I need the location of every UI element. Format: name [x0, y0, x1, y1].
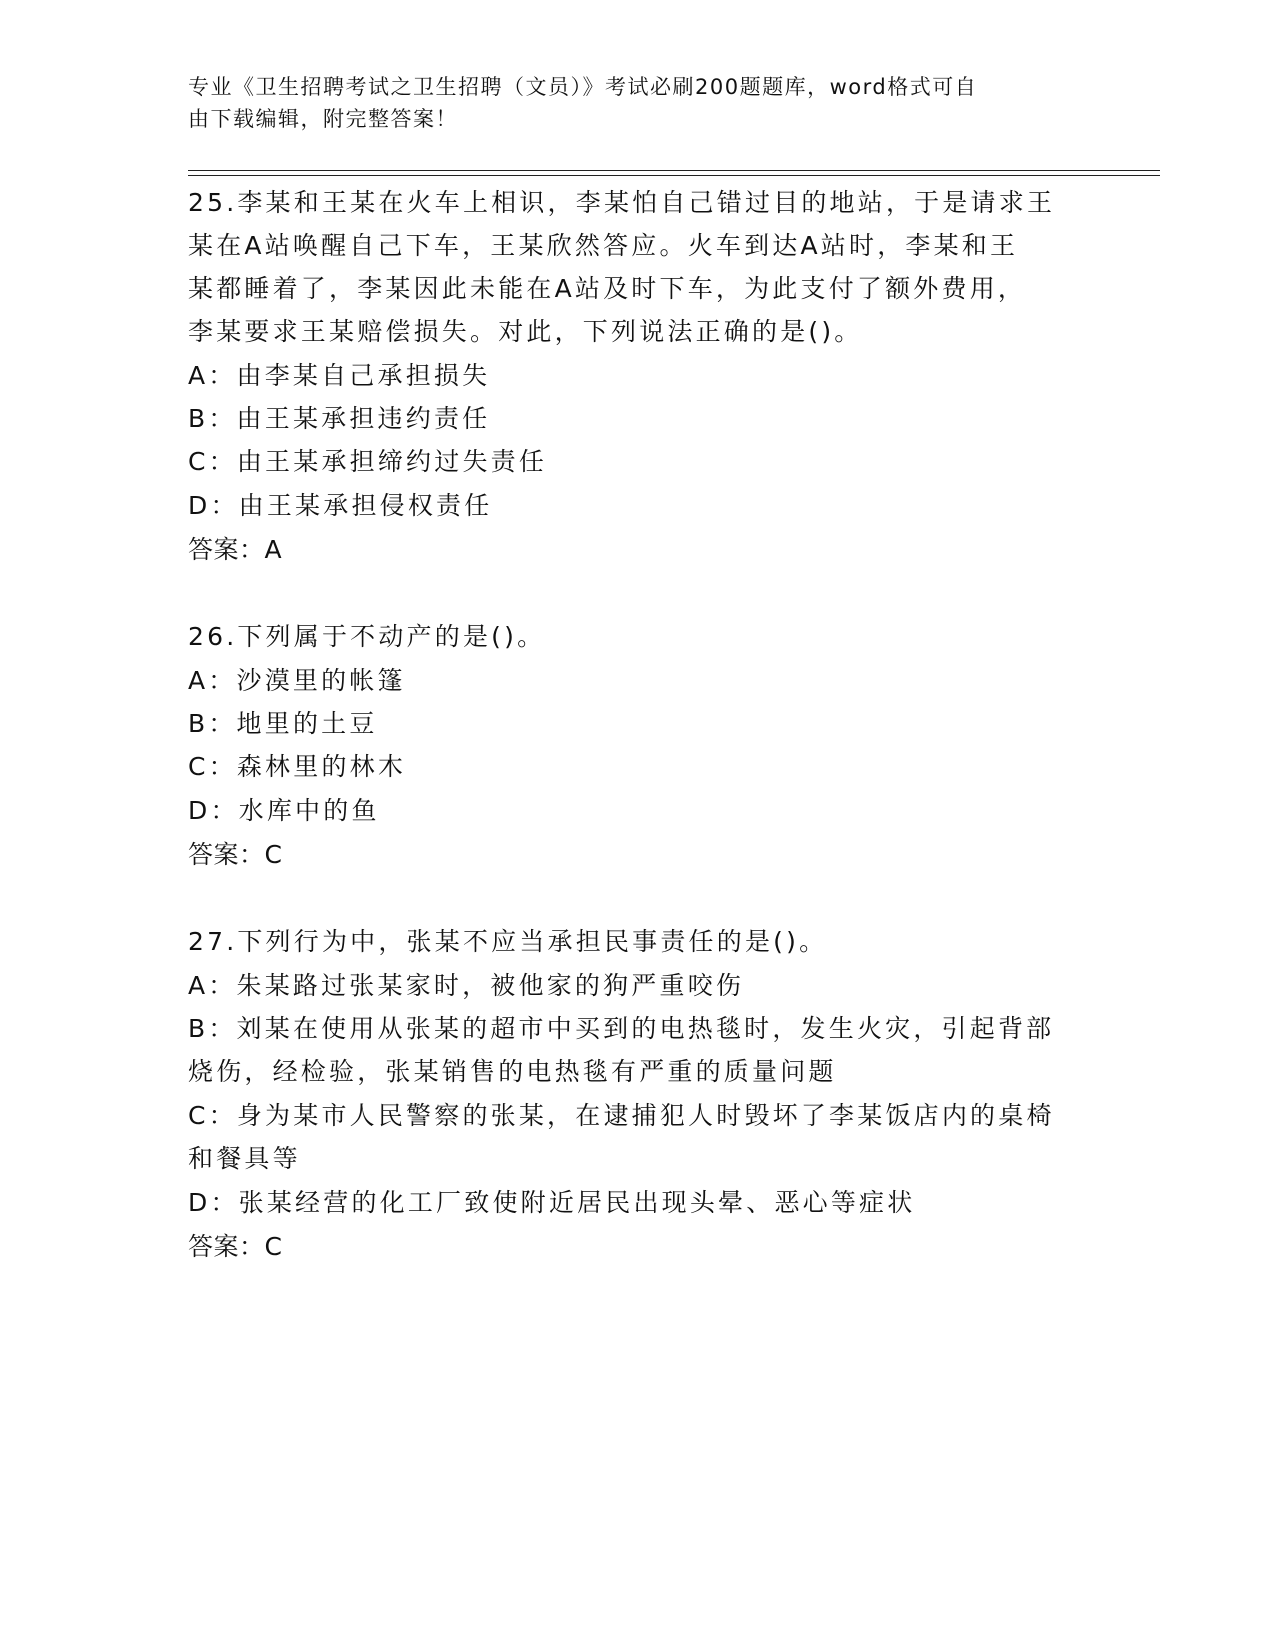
header-line-1: 专业《卫生招聘考试之卫生招聘（文员）》考试必刷200题题库，word格式可自: [188, 75, 978, 99]
option-d: D：由王某承担侵权责任: [188, 491, 493, 520]
option-d: D：水库中的鱼: [188, 796, 380, 825]
option-a: A：朱某路过张某家时，被他家的狗严重咬伤: [188, 971, 745, 1000]
header-rule-top: [188, 170, 1160, 171]
option-c: C：身为某市人民警察的张某，在逮捕犯人时毁坏了李某饭店内的桌椅: [188, 1101, 1055, 1130]
question-stem-line: 李某要求王某赔偿损失。对此，下列说法正确的是()。: [188, 317, 863, 346]
option-c: C：由王某承担缔约过失责任: [188, 447, 548, 476]
question-stem-line: 25.李某和王某在火车上相识，李某怕自己错过目的地站，于是请求王: [188, 188, 1056, 217]
option-b: B：刘某在使用从张某的超市中买到的电热毯时，发生火灾，引起背部: [188, 1014, 1055, 1043]
header-rule-bottom: [188, 175, 1160, 176]
option-c-continued: 和餐具等: [188, 1144, 301, 1173]
option-b: B：地里的土豆: [188, 709, 378, 738]
question-stem-line: 26.下列属于不动产的是()。: [188, 622, 546, 651]
option-d: D：张某经营的化工厂致使附近居民出现头晕、恶心等症状: [188, 1188, 916, 1217]
question-stem-line: 某在A站唤醒自己下车，王某欣然答应。火车到达A站时，李某和王: [188, 231, 1019, 260]
question-stem-line: 27.下列行为中，张某不应当承担民事责任的是()。: [188, 927, 828, 956]
answer-label: 答案：C: [188, 840, 283, 869]
option-c: C：森林里的林木: [188, 752, 407, 781]
option-a: A：由李某自己承担损失: [188, 361, 491, 390]
option-b-continued: 烧伤，经检验，张某销售的电热毯有严重的质量问题: [188, 1057, 837, 1086]
header-line-2: 由下载编辑，附完整答案！: [188, 107, 458, 131]
answer-label: 答案：C: [188, 1232, 283, 1261]
answer-label: 答案：A: [188, 535, 283, 564]
option-b: B：由王某承担违约责任: [188, 404, 491, 433]
option-a: A：沙漠里的帐篷: [188, 666, 406, 695]
question-stem-line: 某都睡着了，李某因此未能在A站及时下车，为此支付了额外费用，: [188, 274, 1027, 303]
